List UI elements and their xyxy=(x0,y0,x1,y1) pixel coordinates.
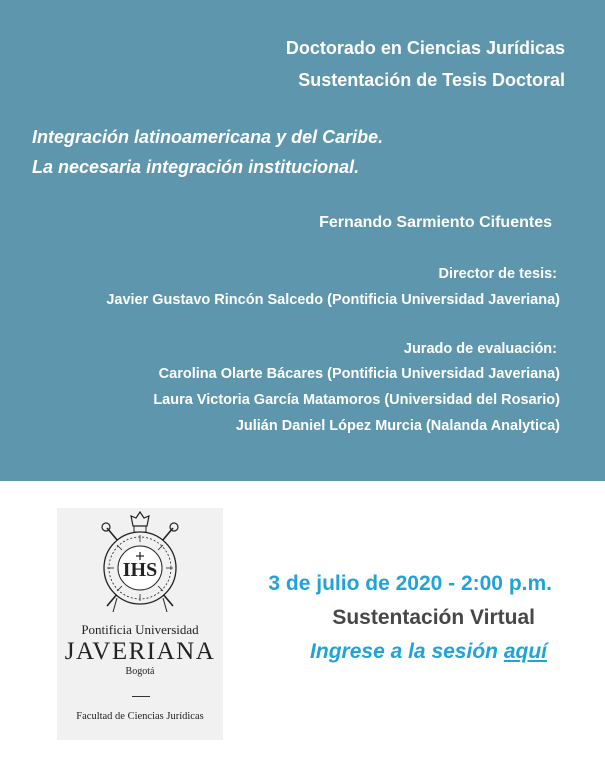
logo-university-line: Pontificia Universidad xyxy=(81,622,199,637)
logo-city: Bogotá xyxy=(125,666,155,677)
event-mode: Sustentación Virtual xyxy=(332,606,535,629)
logo-wordmark: JAVERIANA xyxy=(64,638,216,665)
join-session xyxy=(310,640,547,664)
director-name: Javier Gustavo Rincón Salcedo (Pontificia Universidad Javeriana) xyxy=(106,292,560,308)
jury-member: Julián Daniel López Murcia (Nalanda Analytica) xyxy=(235,418,560,434)
candidate-name: Fernando Sarmiento Cifuentes xyxy=(319,214,552,231)
jury-member: Carolina Olarte Bácares (Pontificia Universidad Javeriana) xyxy=(158,366,560,382)
jury-label: Jurado de evaluación: xyxy=(403,341,557,357)
join-session-link[interactable]: aquí xyxy=(503,640,547,663)
logo-divider xyxy=(132,696,150,697)
thesis-title-line1: Integración latinoamericana y del Caribe. xyxy=(32,127,384,147)
join-text: Ingrese a la sesión xyxy=(310,640,498,663)
event-datetime: 3 de julio de 2020 - 2:00 p.m. xyxy=(268,572,552,595)
coat-of-arms-icon xyxy=(57,508,223,620)
program-title: Doctorado en Ciencias Jurídicas xyxy=(285,38,565,58)
director-label: Director de tesis: xyxy=(438,266,557,282)
university-logo xyxy=(57,508,223,740)
ihs-emblem: IHS xyxy=(122,559,158,581)
jury-member: Laura Victoria García Matamoros (Universidad del Rosario) xyxy=(153,392,560,408)
thesis-title-line2: La necesaria integración institucional. xyxy=(32,157,360,177)
logo-faculty: Facultad de Ciencias Jurídicas xyxy=(76,711,204,722)
event-title: Sustentación de Tesis Doctoral xyxy=(298,70,565,90)
